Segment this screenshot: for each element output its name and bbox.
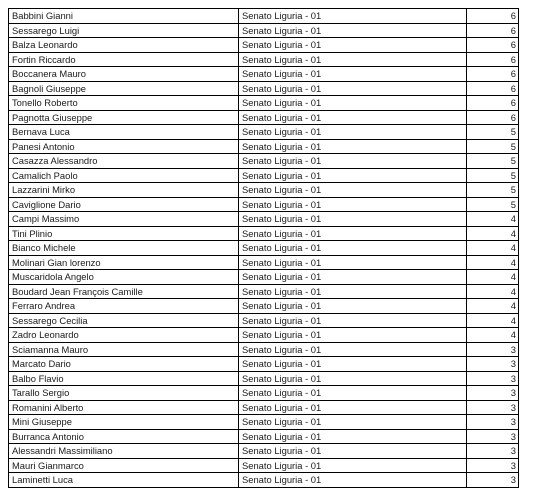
- table-row: [9, 270, 519, 285]
- votes-cell[interactable]: 5: [467, 125, 519, 140]
- votes-cell[interactable]: 3: [467, 458, 519, 473]
- candidate-name-cell[interactable]: Bianco Michele: [9, 241, 239, 256]
- table-row: [9, 96, 519, 111]
- votes-cell[interactable]: 3: [467, 473, 519, 488]
- votes-cell[interactable]: 6: [467, 52, 519, 67]
- constituency-cell[interactable]: Senato Liguria - 01: [239, 255, 467, 270]
- votes-cell[interactable]: 6: [467, 23, 519, 38]
- constituency-cell[interactable]: Senato Liguria - 01: [239, 9, 467, 24]
- candidate-name-cell[interactable]: Casazza Alessandro: [9, 154, 239, 169]
- constituency-cell[interactable]: Senato Liguria - 01: [239, 270, 467, 285]
- votes-cell[interactable]: 6: [467, 67, 519, 82]
- table-row: [9, 473, 519, 488]
- constituency-cell[interactable]: Senato Liguria - 01: [239, 139, 467, 154]
- table-row: [9, 241, 519, 256]
- table-row: [9, 284, 519, 299]
- table-row: [9, 110, 519, 125]
- candidate-name-cell[interactable]: Boccanera Mauro: [9, 67, 239, 82]
- constituency-cell[interactable]: Senato Liguria - 01: [239, 52, 467, 67]
- candidate-name-cell[interactable]: Panesi Antonio: [9, 139, 239, 154]
- votes-cell[interactable]: 3: [467, 429, 519, 444]
- candidate-name-cell[interactable]: Molinari Gian lorenzo: [9, 255, 239, 270]
- table-row: [9, 139, 519, 154]
- constituency-cell[interactable]: Senato Liguria - 01: [239, 429, 467, 444]
- constituency-cell[interactable]: Senato Liguria - 01: [239, 241, 467, 256]
- votes-cell[interactable]: 6: [467, 38, 519, 53]
- votes-cell[interactable]: 4: [467, 241, 519, 256]
- constituency-cell[interactable]: Senato Liguria - 01: [239, 299, 467, 314]
- table-row: [9, 357, 519, 372]
- candidate-name-cell[interactable]: Campi Massimo: [9, 212, 239, 227]
- candidate-name-cell[interactable]: Camalich Paolo: [9, 168, 239, 183]
- table-row: [9, 9, 519, 24]
- table-row: [9, 415, 519, 430]
- table-row: [9, 458, 519, 473]
- constituency-cell[interactable]: Senato Liguria - 01: [239, 444, 467, 459]
- votes-cell[interactable]: 3: [467, 371, 519, 386]
- constituency-cell[interactable]: Senato Liguria - 01: [239, 342, 467, 357]
- candidate-name-cell[interactable]: Pagnotta Giuseppe: [9, 110, 239, 125]
- table-row: [9, 255, 519, 270]
- votes-cell[interactable]: 5: [467, 168, 519, 183]
- constituency-cell[interactable]: Senato Liguria - 01: [239, 473, 467, 488]
- candidate-name-cell[interactable]: Balza Leonardo: [9, 38, 239, 53]
- table-row: [9, 226, 519, 241]
- votes-cell[interactable]: 3: [467, 444, 519, 459]
- votes-cell[interactable]: 6: [467, 81, 519, 96]
- votes-cell[interactable]: 4: [467, 212, 519, 227]
- candidate-name-cell[interactable]: Bernava Luca: [9, 125, 239, 140]
- candidate-name-cell[interactable]: Mini Giuseppe: [9, 415, 239, 430]
- votes-cell[interactable]: 4: [467, 299, 519, 314]
- candidate-name-cell[interactable]: Balbo Flavio: [9, 371, 239, 386]
- candidate-name-cell[interactable]: Sessarego Cecilia: [9, 313, 239, 328]
- table-row: [9, 38, 519, 53]
- candidate-name-cell[interactable]: Sessarego Luigi: [9, 23, 239, 38]
- table-row: [9, 81, 519, 96]
- constituency-cell[interactable]: Senato Liguria - 01: [239, 226, 467, 241]
- constituency-cell[interactable]: Senato Liguria - 01: [239, 400, 467, 415]
- table-row: [9, 168, 519, 183]
- constituency-cell[interactable]: Senato Liguria - 01: [239, 81, 467, 96]
- candidate-name-cell[interactable]: Marcato Dario: [9, 357, 239, 372]
- votes-cell[interactable]: 3: [467, 415, 519, 430]
- votes-cell[interactable]: 5: [467, 154, 519, 169]
- candidate-name-cell[interactable]: Bagnoli Giuseppe: [9, 81, 239, 96]
- candidate-name-cell[interactable]: Burranca Antonio: [9, 429, 239, 444]
- constituency-cell[interactable]: Senato Liguria - 01: [239, 168, 467, 183]
- constituency-cell[interactable]: Senato Liguria - 01: [239, 96, 467, 111]
- candidate-name-cell[interactable]: Sciamanna Mauro: [9, 342, 239, 357]
- votes-cell[interactable]: 3: [467, 342, 519, 357]
- votes-cell[interactable]: 6: [467, 96, 519, 111]
- constituency-cell[interactable]: Senato Liguria - 01: [239, 284, 467, 299]
- constituency-cell[interactable]: Senato Liguria - 01: [239, 67, 467, 82]
- constituency-cell[interactable]: Senato Liguria - 01: [239, 125, 467, 140]
- spreadsheet: [8, 8, 518, 488]
- table-row: [9, 371, 519, 386]
- constituency-cell[interactable]: Senato Liguria - 01: [239, 386, 467, 401]
- candidate-name-cell[interactable]: Tonello Roberto: [9, 96, 239, 111]
- constituency-cell[interactable]: Senato Liguria - 01: [239, 23, 467, 38]
- candidate-name-cell[interactable]: Fortin Riccardo: [9, 52, 239, 67]
- votes-cell[interactable]: 3: [467, 357, 519, 372]
- table-row: [9, 400, 519, 415]
- constituency-cell[interactable]: Senato Liguria - 01: [239, 197, 467, 212]
- table-row: [9, 328, 519, 343]
- table-row: [9, 52, 519, 67]
- table-row: [9, 299, 519, 314]
- candidate-name-cell[interactable]: Laminetti Luca: [9, 473, 239, 488]
- constituency-cell[interactable]: Senato Liguria - 01: [239, 154, 467, 169]
- votes-cell[interactable]: 4: [467, 313, 519, 328]
- votes-cell[interactable]: 5: [467, 139, 519, 154]
- table-row: [9, 313, 519, 328]
- table-row: [9, 342, 519, 357]
- votes-cell[interactable]: 5: [467, 197, 519, 212]
- candidate-name-cell[interactable]: Romanini Alberto: [9, 400, 239, 415]
- candidate-name-cell[interactable]: Caviglione Dario: [9, 197, 239, 212]
- constituency-cell[interactable]: Senato Liguria - 01: [239, 212, 467, 227]
- candidate-name-cell[interactable]: Babbini Gianni: [9, 9, 239, 24]
- results-table: [8, 8, 519, 488]
- constituency-cell[interactable]: Senato Liguria - 01: [239, 415, 467, 430]
- candidate-name-cell[interactable]: Muscaridola Angelo: [9, 270, 239, 285]
- votes-cell[interactable]: 4: [467, 270, 519, 285]
- votes-cell[interactable]: 4: [467, 226, 519, 241]
- votes-cell[interactable]: 3: [467, 400, 519, 415]
- candidate-name-cell[interactable]: Ferraro Andrea: [9, 299, 239, 314]
- constituency-cell[interactable]: Senato Liguria - 01: [239, 357, 467, 372]
- candidate-name-cell[interactable]: Mauri Gianmarco: [9, 458, 239, 473]
- constituency-cell[interactable]: Senato Liguria - 01: [239, 328, 467, 343]
- table-row: [9, 444, 519, 459]
- table-row: [9, 23, 519, 38]
- votes-cell[interactable]: 6: [467, 110, 519, 125]
- table-row: [9, 125, 519, 140]
- votes-cell[interactable]: 3: [467, 386, 519, 401]
- candidate-name-cell[interactable]: Zadro Leonardo: [9, 328, 239, 343]
- table-row: [9, 67, 519, 82]
- constituency-cell[interactable]: Senato Liguria - 01: [239, 371, 467, 386]
- votes-cell[interactable]: 4: [467, 284, 519, 299]
- table-row: [9, 183, 519, 198]
- table-body: [9, 9, 519, 488]
- table-row: [9, 154, 519, 169]
- constituency-cell[interactable]: Senato Liguria - 01: [239, 183, 467, 198]
- votes-cell[interactable]: 6: [467, 9, 519, 24]
- candidate-name-cell[interactable]: Boudard Jean François Camille: [9, 284, 239, 299]
- candidate-name-cell[interactable]: Tini Plinio: [9, 226, 239, 241]
- constituency-cell[interactable]: Senato Liguria - 01: [239, 110, 467, 125]
- candidate-name-cell[interactable]: Alessandri Massimiliano: [9, 444, 239, 459]
- votes-cell[interactable]: 4: [467, 328, 519, 343]
- votes-cell[interactable]: 4: [467, 255, 519, 270]
- constituency-cell[interactable]: Senato Liguria - 01: [239, 458, 467, 473]
- table-row: [9, 197, 519, 212]
- candidate-name-cell[interactable]: Lazzarini Mirko: [9, 183, 239, 198]
- table-row: [9, 429, 519, 444]
- constituency-cell[interactable]: Senato Liguria - 01: [239, 38, 467, 53]
- votes-cell[interactable]: 5: [467, 183, 519, 198]
- table-row: [9, 212, 519, 227]
- table-row: [9, 386, 519, 401]
- constituency-cell[interactable]: Senato Liguria - 01: [239, 313, 467, 328]
- candidate-name-cell[interactable]: Tarallo Sergio: [9, 386, 239, 401]
